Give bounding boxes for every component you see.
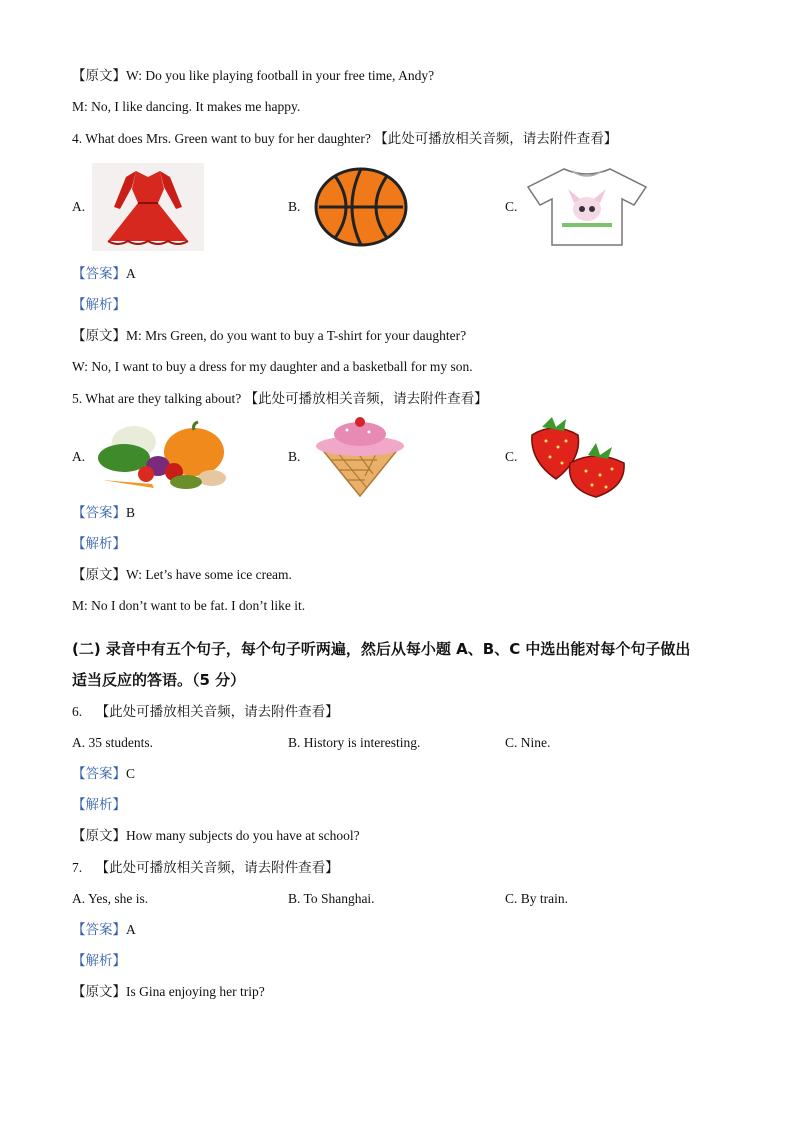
q7-option-b: B. To Shanghai.: [288, 891, 375, 906]
question-number: 6.: [72, 704, 83, 719]
q4-option-a-letter: A.: [72, 199, 86, 214]
audio-note[interactable]: 【此处可播放相关音频，请去附件查看】: [95, 860, 339, 875]
question-text: 4. What does Mrs. Green want to buy for her daughter?: [72, 131, 371, 146]
transcript-text: W: Do you like playing football in your free time, Andy?: [126, 68, 435, 83]
q5-answer: [72, 504, 135, 522]
q7-question: [72, 859, 339, 877]
q5-option-b-letter: B.: [288, 449, 301, 464]
audio-note[interactable]: 【此处可播放相关音频，请去附件查看】: [374, 131, 618, 146]
q7-option-c: C. By train.: [505, 891, 568, 906]
q4-option-c-letter: C.: [505, 199, 518, 214]
q6-option-c: C. Nine.: [505, 735, 551, 750]
transcript-tag: 【原文】: [72, 68, 126, 83]
q5-option-a-letter: A.: [72, 449, 86, 464]
strawberries-image: [526, 413, 630, 499]
section2-heading-line1: (二) 录音中有五个句子，每个句子听两遍，然后从每小题 A、B、C 中选出能对每个句子做出: [72, 640, 691, 658]
red-dress-image: [92, 163, 204, 251]
q7-answer: [72, 921, 136, 939]
answer-value: C: [126, 766, 136, 781]
q4-analysis-tag: 【解析】: [72, 297, 126, 312]
question-text: 5. What are they talking about?: [72, 391, 242, 406]
transcript-text: M: Mrs Green, do you want to buy a T-shirt for your daughter?: [126, 328, 467, 343]
transcript-tag: 【原文】: [72, 828, 126, 843]
q4-question: [72, 130, 617, 148]
audio-note[interactable]: 【此处可播放相关音频，请去附件查看】: [244, 391, 488, 406]
q6-option-a: A. 35 students.: [72, 735, 153, 750]
answer-value: B: [126, 505, 136, 520]
t-shirt-image: [524, 165, 650, 247]
answer-tag: 【答案】: [72, 922, 126, 937]
q5-question: [72, 390, 488, 408]
transcript-text: W: Let’s have some ice cream.: [126, 567, 292, 582]
q6-analysis-tag: 【解析】: [72, 797, 126, 812]
q6-option-b: B. History is interesting.: [288, 735, 421, 750]
q4-answer: [72, 265, 136, 283]
q5-analysis-tag: 【解析】: [72, 536, 126, 551]
q7-transcript: [72, 983, 265, 1001]
ice-cream-image: [307, 416, 413, 498]
answer-value: A: [126, 266, 136, 281]
section2-heading-line2: 适当反应的答语。（5 分）: [72, 671, 246, 689]
transcript-tag: 【原文】: [72, 328, 126, 343]
q4-transcript-w: W: No, I want to buy a dress for my daughter and a basketball for my son.: [72, 359, 473, 374]
q5-transcript-w: [72, 566, 292, 584]
q6-answer: [72, 765, 135, 783]
transcript-text: Is Gina enjoying her trip?: [126, 984, 265, 999]
answer-tag: 【答案】: [72, 266, 126, 281]
q7-option-a: A. Yes, she is.: [72, 891, 149, 906]
question-number: 7.: [72, 860, 83, 875]
transcript-tag: 【原文】: [72, 567, 126, 582]
answer-tag: 【答案】: [72, 766, 126, 781]
transcript-tag: 【原文】: [72, 984, 126, 999]
q7-analysis-tag: 【解析】: [72, 953, 126, 968]
q5-option-c-letter: C.: [505, 449, 518, 464]
basketball-image: [313, 166, 409, 248]
q5-transcript-m: M: No I don’t want to be fat. I don’t like it.: [72, 598, 306, 613]
q3-transcript-m: M: No, I like dancing. It makes me happy.: [72, 99, 301, 114]
vegetables-image: [94, 418, 232, 492]
q3-transcript-w: [72, 67, 434, 85]
q4-transcript-m: [72, 327, 466, 345]
transcript-text: How many subjects do you have at school?: [126, 828, 360, 843]
q4-option-b-letter: B.: [288, 199, 301, 214]
q6-question: [72, 703, 339, 721]
answer-value: A: [126, 922, 136, 937]
answer-tag: 【答案】: [72, 505, 126, 520]
q6-transcript: [72, 827, 360, 845]
audio-note[interactable]: 【此处可播放相关音频，请去附件查看】: [95, 704, 339, 719]
